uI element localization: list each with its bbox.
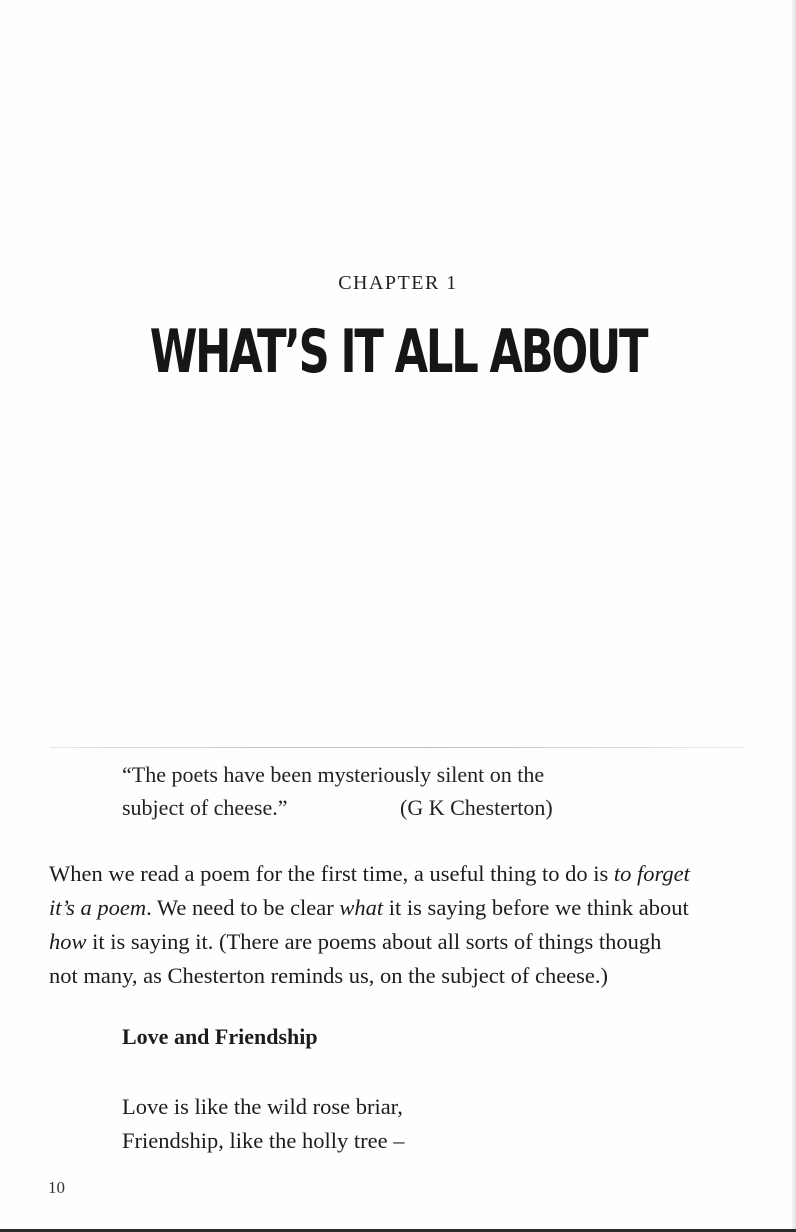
body-paragraph	[49, 857, 749, 993]
poem-excerpt	[122, 1090, 404, 1158]
divider-rule	[50, 747, 745, 748]
emphasis-what: what	[339, 895, 384, 920]
body-text-run: When we read a poem for the first time, a useful thing to do is	[49, 861, 614, 886]
emphasis-how: how	[49, 929, 87, 954]
poem-line-2: Friendship, like the holly tree –	[122, 1128, 405, 1153]
epigraph-attribution: (G K Chesterton)	[400, 795, 553, 820]
poem-title: Love and Friendship	[122, 1024, 318, 1049]
emphasis-to-forget: to forget	[613, 861, 690, 886]
body-line-3	[49, 925, 749, 959]
epigraph-quote-line-2: subject of cheese.”	[122, 795, 288, 820]
chapter-label: CHAPTER 1	[338, 272, 458, 294]
page-edge-shadow	[792, 0, 796, 1232]
page-number: 10	[48, 1178, 65, 1197]
body-line-4: not many, as Chesterton reminds us, on the subject of cheese.)	[49, 963, 609, 988]
emphasis-its-a-poem: it’s a poem	[49, 895, 147, 920]
epigraph	[122, 758, 682, 824]
poem-line-1: Love is like the wild rose briar,	[122, 1094, 403, 1119]
body-text-run: it is saying before we think about	[383, 895, 689, 920]
chapter-title: WHAT’S IT ALL ABOUT	[149, 317, 647, 387]
body-line-1	[49, 857, 749, 891]
body-text-run: . We need to be clear	[146, 895, 340, 920]
body-text-run: it is saying it. (There are poems about all sorts of things though	[86, 929, 662, 954]
body-line-2	[49, 891, 749, 925]
epigraph-quote-line-1: “The poets have been mysteriously silent on the	[122, 762, 545, 787]
